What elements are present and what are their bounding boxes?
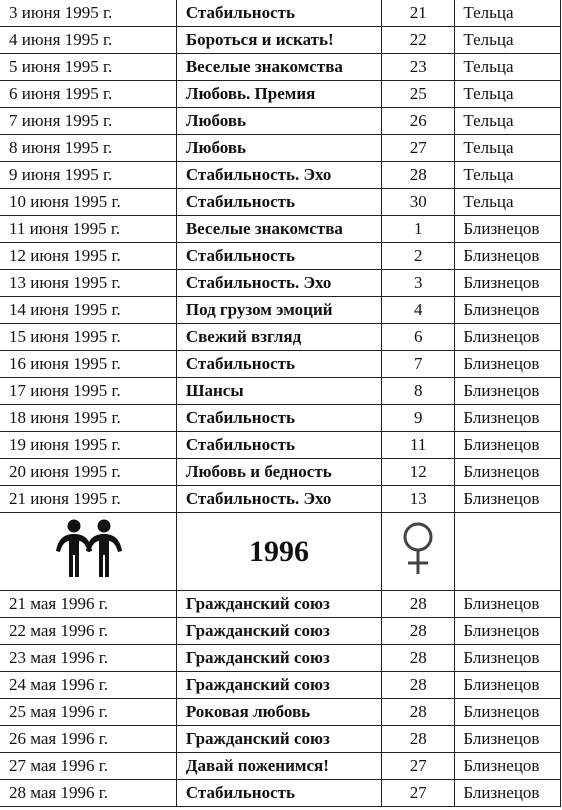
number-cell: 4 [382,297,455,324]
title-cell: Стабильность. Эхо [176,270,381,297]
title-cell: Под грузом эмоций [176,297,381,324]
table-row [0,162,561,189]
sign-cell: Близнецов [455,432,561,459]
date-cell: 8 июня 1995 г. [0,135,176,162]
date-cell: 26 мая 1996 г. [0,726,176,753]
number-cell: 22 [382,27,455,54]
number-cell: 11 [382,432,455,459]
number-cell: 13 [382,486,455,513]
sign-cell: Тельца [455,135,561,162]
date-cell: 16 июня 1995 г. [0,351,176,378]
table-row [0,189,561,216]
table-row [0,672,561,699]
date-cell: 24 мая 1996 г. [0,672,176,699]
date-cell: 3 июня 1995 г. [0,0,176,27]
table-row [0,726,561,753]
date-cell: 14 июня 1995 г. [0,297,176,324]
title-cell: Любовь. Премия [176,81,381,108]
number-cell: 3 [382,270,455,297]
table-row [0,297,561,324]
sign-cell: Близнецов [455,351,561,378]
number-cell: 27 [382,753,455,780]
sign-cell: Близнецов [455,699,561,726]
number-cell: 26 [382,108,455,135]
date-cell: 25 мая 1996 г. [0,699,176,726]
table-row [0,699,561,726]
title-cell: Стабильность [176,189,381,216]
table-row [0,486,561,513]
title-cell: Любовь [176,135,381,162]
number-cell: 28 [382,726,455,753]
number-cell: 28 [382,591,455,618]
table-row [0,351,561,378]
number-cell: 25 [382,81,455,108]
gemini-cell [0,513,176,591]
title-cell: Гражданский союз [176,591,381,618]
title-cell: Стабильность [176,780,381,807]
table-row [0,753,561,780]
date-cell: 7 июня 1995 г. [0,108,176,135]
date-cell: 21 мая 1996 г. [0,591,176,618]
date-cell: 15 июня 1995 г. [0,324,176,351]
title-cell: Стабильность [176,405,381,432]
number-cell: 28 [382,699,455,726]
empty-cell [455,513,561,591]
date-cell: 18 июня 1995 г. [0,405,176,432]
sign-cell: Близнецов [455,270,561,297]
sign-cell: Тельца [455,27,561,54]
title-cell: Шансы [176,378,381,405]
sign-cell: Близнецов [455,486,561,513]
table-row [0,54,561,81]
number-cell: 23 [382,54,455,81]
title-cell: Бороться и искать! [176,27,381,54]
table-row [0,459,561,486]
title-cell: Стабильность [176,351,381,378]
date-cell: 5 июня 1995 г. [0,54,176,81]
date-cell: 21 июня 1995 г. [0,486,176,513]
number-cell: 1 [382,216,455,243]
date-cell: 6 июня 1995 г. [0,81,176,108]
year-header-row [0,513,561,591]
date-cell: 13 июня 1995 г. [0,270,176,297]
sign-cell: Близнецов [455,459,561,486]
sign-cell: Близнецов [455,645,561,672]
title-cell: Гражданский союз [176,645,381,672]
date-cell: 9 июня 1995 г. [0,162,176,189]
table-row [0,432,561,459]
title-cell: Давай поженимся! [176,753,381,780]
date-cell: 22 мая 1996 г. [0,618,176,645]
table-row [0,135,561,162]
sign-cell: Тельца [455,81,561,108]
date-cell: 17 июня 1995 г. [0,378,176,405]
gemini-icon [52,517,124,579]
sign-cell: Тельца [455,108,561,135]
sign-cell: Близнецов [455,753,561,780]
sign-cell: Близнецов [455,378,561,405]
title-cell: Гражданский союз [176,726,381,753]
sign-cell: Тельца [455,54,561,81]
date-cell: 11 июня 1995 г. [0,216,176,243]
sign-cell: Близнецов [455,405,561,432]
title-cell: Стабильность. Эхо [176,162,381,189]
sign-cell: Близнецов [455,672,561,699]
table-row [0,216,561,243]
sign-cell: Близнецов [455,780,561,807]
date-cell: 10 июня 1995 г. [0,189,176,216]
table-row [0,324,561,351]
number-cell: 6 [382,324,455,351]
date-cell: 19 июня 1995 г. [0,432,176,459]
title-cell: Стабильность [176,0,381,27]
table-row [0,405,561,432]
date-cell: 12 июня 1995 г. [0,243,176,270]
number-cell: 7 [382,351,455,378]
number-cell: 9 [382,405,455,432]
number-cell: 27 [382,780,455,807]
year-section [0,513,561,591]
sign-cell: Тельца [455,0,561,27]
number-cell: 28 [382,672,455,699]
sign-cell: Тельца [455,189,561,216]
title-cell: Гражданский союз [176,672,381,699]
table-row [0,243,561,270]
title-cell: Стабильность [176,432,381,459]
number-cell: 30 [382,189,455,216]
sign-cell: Близнецов [455,243,561,270]
table-row [0,0,561,27]
title-cell: Свежий взгляд [176,324,381,351]
date-cell: 23 мая 1996 г. [0,645,176,672]
venus-cell [382,513,455,591]
table-row [0,27,561,54]
sign-cell: Близнецов [455,216,561,243]
number-cell: 27 [382,135,455,162]
table-row [0,780,561,807]
number-cell: 12 [382,459,455,486]
number-cell: 28 [382,618,455,645]
number-cell: 28 [382,162,455,189]
title-cell: Любовь [176,108,381,135]
number-cell: 2 [382,243,455,270]
date-cell: 28 мая 1996 г. [0,780,176,807]
table-row [0,591,561,618]
table-row [0,270,561,297]
sign-cell: Тельца [455,162,561,189]
venus-icon [398,520,438,576]
title-cell: Гражданский союз [176,618,381,645]
title-cell: Стабильность. Эхо [176,486,381,513]
table-row [0,378,561,405]
sign-cell: Близнецов [455,618,561,645]
table-row [0,618,561,645]
title-cell: Роковая любовь [176,699,381,726]
table-row [0,81,561,108]
number-cell: 8 [382,378,455,405]
number-cell: 21 [382,0,455,27]
date-cell: 20 июня 1995 г. [0,459,176,486]
sign-cell: Близнецов [455,297,561,324]
number-cell: 28 [382,645,455,672]
title-cell: Любовь и бедность [176,459,381,486]
title-cell: Веселые знакомства [176,54,381,81]
title-cell: Стабильность [176,243,381,270]
sign-cell: Близнецов [455,591,561,618]
date-cell: 27 мая 1996 г. [0,753,176,780]
year-label: 1996 [176,513,381,591]
table-body-1996 [0,591,561,807]
title-cell: Веселые знакомства [176,216,381,243]
table-row [0,645,561,672]
sign-cell: Близнецов [455,324,561,351]
sign-cell: Близнецов [455,726,561,753]
table-row [0,108,561,135]
date-cell: 4 июня 1995 г. [0,27,176,54]
